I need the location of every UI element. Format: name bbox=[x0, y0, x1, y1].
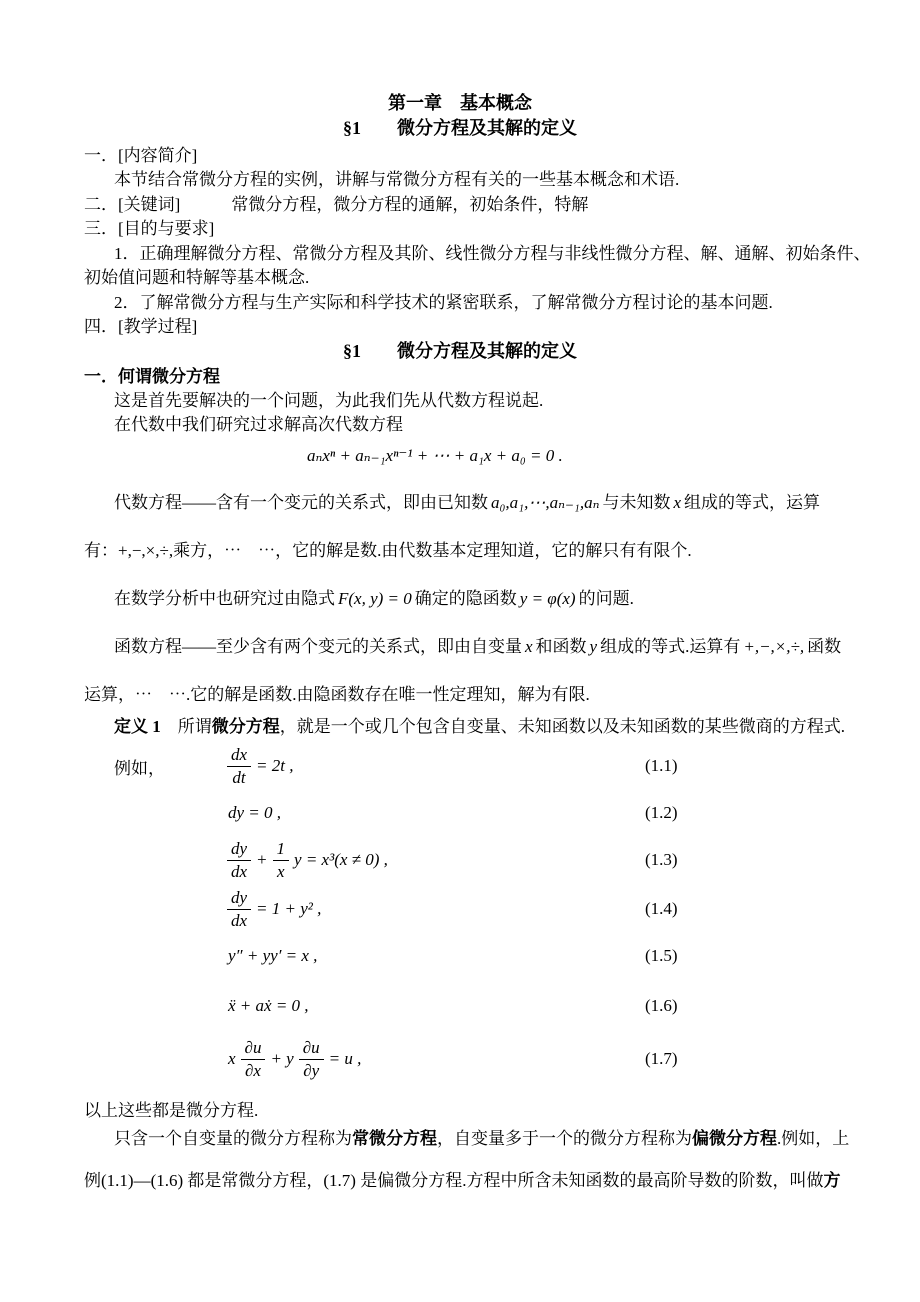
outline-item-1-body: 本节结合常微分方程的实例，讲解与常微分方程有关的一些基本概念和术语. bbox=[114, 170, 680, 189]
equation-row-1-5 bbox=[84, 933, 836, 979]
equation-number: (1.2) bbox=[645, 802, 678, 822]
equation-row-1-4 bbox=[84, 885, 836, 933]
inline-math: +,−,×,÷, bbox=[743, 637, 805, 656]
paragraph-algebra-line1 bbox=[114, 490, 820, 516]
term-ode: 常微分方程 bbox=[352, 1129, 437, 1148]
inline-math: F(x, y) = 0 bbox=[338, 589, 412, 608]
equation-row-1-7 bbox=[84, 1031, 836, 1087]
term-differential-equation: 微分方程 bbox=[211, 717, 280, 736]
paragraph-functional-line1 bbox=[114, 634, 841, 660]
text-run: 组成的等式.运算有 bbox=[600, 637, 741, 656]
paragraph-functional-line2: 运算，⋯ ⋯.它的解是函数.由隐函数存在唯一性定理知，解为有限. bbox=[84, 685, 590, 704]
equation-number: (1.3) bbox=[645, 850, 678, 869]
fraction: $\frac{dy}{dx}$ bbox=[227, 888, 251, 930]
text-run: 和函数 bbox=[535, 637, 587, 656]
equation-label: 例如， bbox=[114, 758, 165, 778]
equation-number: (1.5) bbox=[645, 946, 678, 965]
outline-item-4-label: 四．[教学过程] bbox=[84, 317, 198, 336]
equation-row-1-3 bbox=[84, 835, 836, 885]
term-order-start: 方 bbox=[823, 1171, 841, 1190]
section-heading: §1 微分方程及其解的定义 bbox=[343, 341, 577, 361]
text-run: 在数学分析中也研究过由隐式 bbox=[114, 589, 335, 608]
outline-item-3-point1: 1．正确理解微分方程、常微分方程及其阶、线性微分方程与非线性微分方程、解、通解、初始条件、 bbox=[114, 244, 871, 263]
text-run: 函数方程——至少含有两个变元的关系式，即由自变量 bbox=[114, 637, 522, 656]
inline-math: x bbox=[673, 493, 682, 512]
equation-row-1-2 bbox=[84, 790, 836, 835]
text-run: 的问题. bbox=[578, 589, 634, 608]
equation-row-1-1 bbox=[84, 742, 836, 790]
text-run: 与未知数 bbox=[602, 493, 671, 512]
chapter-title: 第一章 基本概念 bbox=[388, 93, 532, 113]
outline-item-1-label: 一．[内容简介] bbox=[84, 146, 198, 165]
term-pde: 偏微分方程 bbox=[692, 1129, 777, 1148]
inline-math: x bbox=[525, 637, 533, 656]
text-run: 确定的隐函数 bbox=[414, 589, 517, 608]
equation-1-7: x $\frac{\partial u}{\partial x}$ + y $\frac{\partial u}{\partial y}$ = u , bbox=[228, 1037, 362, 1080]
equation-1-4: $\frac{dy}{dx}$ = 1 + y² , bbox=[225, 888, 324, 930]
paragraph-algebra-line2: 有：+,−,×,÷,乘方，⋯ ⋯，它的解是数.由代数基本定理知道，它的解只有有限个. bbox=[84, 541, 692, 560]
text-run: 代数方程——含有一个变元的关系式，即由已知数 bbox=[114, 493, 488, 512]
paragraph-intro-2: 在代数中我们研究过求解高次代数方程 bbox=[114, 415, 403, 434]
inline-math: y = φ(x) bbox=[519, 589, 576, 608]
closing-line-1: 以上这些都是微分方程. bbox=[84, 1101, 259, 1120]
text-run: ，就是一个或几个包含自变量、未知函数以及未知函数的某些微商的方程式. bbox=[279, 717, 845, 736]
fraction: $\frac{dy}{dx}$ bbox=[227, 839, 251, 881]
paragraph-implicit bbox=[114, 586, 634, 612]
closing-line-3 bbox=[84, 1168, 840, 1194]
closing-line-2 bbox=[114, 1126, 849, 1152]
algebra-equation: aₙxⁿ + aₙ₋₁xⁿ⁻¹ + ⋯ + a₁x + a₀ = 0 . bbox=[307, 446, 563, 465]
equation-number: (1.4) bbox=[645, 899, 678, 918]
inline-math: a₀,a₁,⋯,aₙ₋₁,aₙ bbox=[491, 493, 600, 512]
text-run: ，自变量多于一个的微分方程称为 bbox=[437, 1129, 692, 1148]
fraction: $\frac{dx}{dt}$ bbox=[227, 745, 251, 787]
equation-1-1: $\frac{dx}{dt}$ = 2t , bbox=[225, 745, 297, 787]
text-run: 只含一个自变量的微分方程称为 bbox=[114, 1129, 352, 1148]
definition-1 bbox=[114, 714, 845, 740]
fraction: $\frac{\partial u}{\partial x}$ bbox=[241, 1038, 266, 1080]
equation-1-2: dy = 0 , bbox=[228, 802, 282, 822]
text-run: .例如，上 bbox=[777, 1129, 850, 1148]
outline-item-3-label: 三．[目的与要求] bbox=[84, 219, 215, 238]
text-run: 组成的等式，运算 bbox=[684, 493, 821, 512]
equation-number: (1.7) bbox=[645, 1049, 678, 1068]
paragraph-intro-1: 这是首先要解决的一个问题，为此我们先从代数方程说起. bbox=[114, 391, 544, 410]
fraction: $\frac{1}{x}$ bbox=[273, 839, 290, 881]
sub-heading: 一．何谓微分方程 bbox=[84, 367, 220, 386]
section-title: §1 微分方程及其解的定义 bbox=[343, 118, 577, 138]
outline-item-3-point1-cont: 初始值问题和特解等基本概念. bbox=[84, 268, 310, 287]
outline-item-2: 二．[关键词] 常微分方程，微分方程的通解，初始条件，特解 bbox=[84, 195, 589, 214]
equation-1-5: y″ + yy′ = x , bbox=[228, 946, 318, 965]
equation-1-3: $\frac{dy}{dx}$ + $\frac{1}{x}$ y = x³(x ≠ 0) , bbox=[225, 839, 391, 881]
definition-label: 定义 1 bbox=[114, 717, 161, 736]
fraction: $\frac{\partial u}{\partial y}$ bbox=[299, 1038, 324, 1080]
equation-number: (1.1) bbox=[645, 756, 678, 775]
text-run: 例(1.1)—(1.6) 都是常微分方程，(1.7) 是偏微分方程.方程中所含未知函数的最高阶导数的阶数，叫做 bbox=[84, 1171, 824, 1190]
equation-row-1-6 bbox=[84, 981, 836, 1031]
equation-number: (1.6) bbox=[645, 996, 678, 1015]
outline-item-3-point2: 2．了解常微分方程与生产实际和科学技术的紧密联系，了解常微分方程讨论的基本问题. bbox=[114, 293, 773, 312]
text-run: 所谓 bbox=[160, 717, 212, 736]
equation-1-6: ẍ + aẋ = 0 , bbox=[228, 996, 309, 1015]
inline-math: y bbox=[589, 637, 598, 656]
text-run: 函数 bbox=[807, 637, 842, 656]
